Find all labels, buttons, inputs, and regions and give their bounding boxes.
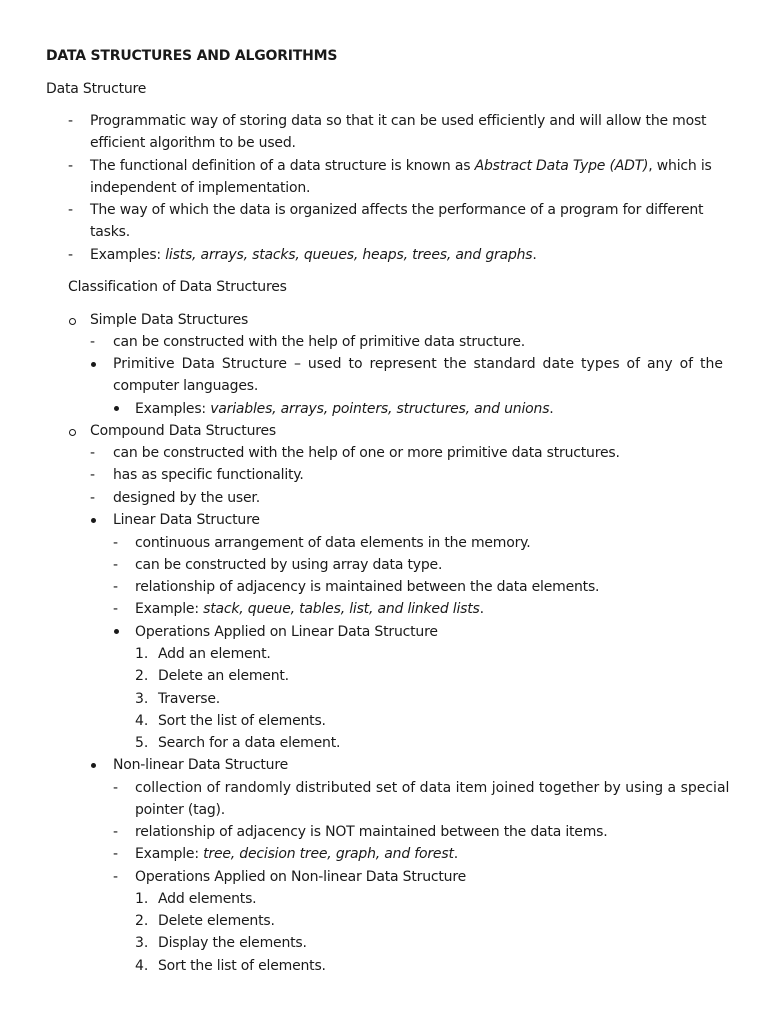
list-item: Display the elements. (158, 935, 307, 951)
dash-marker: - (113, 557, 119, 573)
item-text: The functional definition of a data structure is known as Abstract Data Type (ADT), which is (90, 158, 712, 174)
dash-marker: - (113, 535, 119, 551)
linear-ds-label: Linear Data Structure (113, 512, 260, 528)
ring-bullet (69, 429, 76, 436)
item-text: can be constructed with the help of primitive data structure. (113, 334, 526, 350)
item-text: efficient algorithm to be used. (90, 135, 296, 151)
item-text: Primitive Data Structure – used to represent the standard date types of any of the (113, 356, 723, 372)
item-text: The way of which the data is organized affects the performance of a program for different (90, 202, 704, 218)
dash-marker: - (113, 780, 119, 796)
dash-marker: - (90, 490, 96, 506)
linear-ops-label: Operations Applied on Linear Data Structure (135, 624, 438, 640)
item-text: continuous arrangement of data elements in the memory. (135, 535, 531, 551)
item-text: Example: stack, queue, tables, list, and linked lists. (135, 601, 484, 617)
item-text: Programmatic way of storing data so that it can be used efficiently and will allow the most (90, 113, 707, 129)
list-item: Sort the list of elements. (158, 958, 326, 974)
number-marker: 5. (135, 735, 149, 751)
item-text: Examples: lists, arrays, stacks, queues, heaps, trees, and graphs. (90, 247, 537, 263)
number-marker: 2. (135, 668, 149, 684)
list-item: Delete an element. (158, 668, 289, 684)
dash-marker: - (90, 445, 96, 461)
item-text: computer languages. (113, 378, 259, 394)
item-text: designed by the user. (113, 490, 260, 506)
dash-marker: - (113, 869, 119, 885)
number-marker: 3. (135, 691, 149, 707)
section-heading-classification: Classification of Data Structures (68, 279, 287, 295)
dash-marker: - (113, 846, 119, 862)
number-marker: 1. (135, 646, 149, 662)
list-item: Delete elements. (158, 913, 275, 929)
ring-bullet (69, 318, 76, 325)
dash-marker: - (113, 824, 119, 840)
dot-bullet (91, 362, 96, 367)
dot-bullet (114, 629, 119, 634)
dash-marker: - (68, 247, 74, 263)
list-item: Add elements. (158, 891, 257, 907)
item-text: tasks. (90, 224, 131, 240)
item-text: can be constructed by using array data type. (135, 557, 443, 573)
number-marker: 3. (135, 935, 149, 951)
compound-ds-label: Compound Data Structures (90, 423, 277, 439)
item-text: independent of implementation. (90, 180, 311, 196)
dash-marker: - (90, 467, 96, 483)
list-item: Traverse. (158, 691, 221, 707)
item-text: has as specific functionality. (113, 467, 304, 483)
item-text: Example: tree, decision tree, graph, and forest. (135, 846, 458, 862)
item-text: Examples: variables, arrays, pointers, structures, and unions. (135, 401, 554, 417)
item-text: can be constructed with the help of one or more primitive data structures. (113, 445, 620, 461)
number-marker: 1. (135, 891, 149, 907)
simple-ds-label: Simple Data Structures (90, 312, 249, 328)
nonlinear-ops-label: Operations Applied on Non-linear Data Structure (135, 869, 467, 885)
dot-bullet (91, 518, 96, 523)
dot-bullet (91, 763, 96, 768)
dash-marker: - (113, 601, 119, 617)
item-text: pointer (tag). (135, 802, 226, 818)
dot-bullet (114, 406, 119, 411)
dash-marker: - (68, 202, 74, 218)
list-item: Search for a data element. (158, 735, 341, 751)
item-text: collection of randomly distributed set of data item joined together by using a special (135, 780, 730, 796)
dash-marker: - (90, 334, 96, 350)
item-text: relationship of adjacency is maintained between the data elements. (135, 579, 600, 595)
dash-marker: - (68, 113, 74, 129)
section-heading-data-structure: Data Structure (46, 81, 147, 97)
list-item: Add an element. (158, 646, 271, 662)
dash-marker: - (113, 579, 119, 595)
dash-marker: - (68, 158, 74, 174)
nonlinear-ds-label: Non-linear Data Structure (113, 757, 289, 773)
number-marker: 4. (135, 713, 149, 729)
list-item: Sort the list of elements. (158, 713, 326, 729)
item-text: relationship of adjacency is NOT maintained between the data items. (135, 824, 608, 840)
number-marker: 2. (135, 913, 149, 929)
document-title: DATA STRUCTURES AND ALGORITHMS (46, 48, 338, 64)
number-marker: 4. (135, 958, 149, 974)
